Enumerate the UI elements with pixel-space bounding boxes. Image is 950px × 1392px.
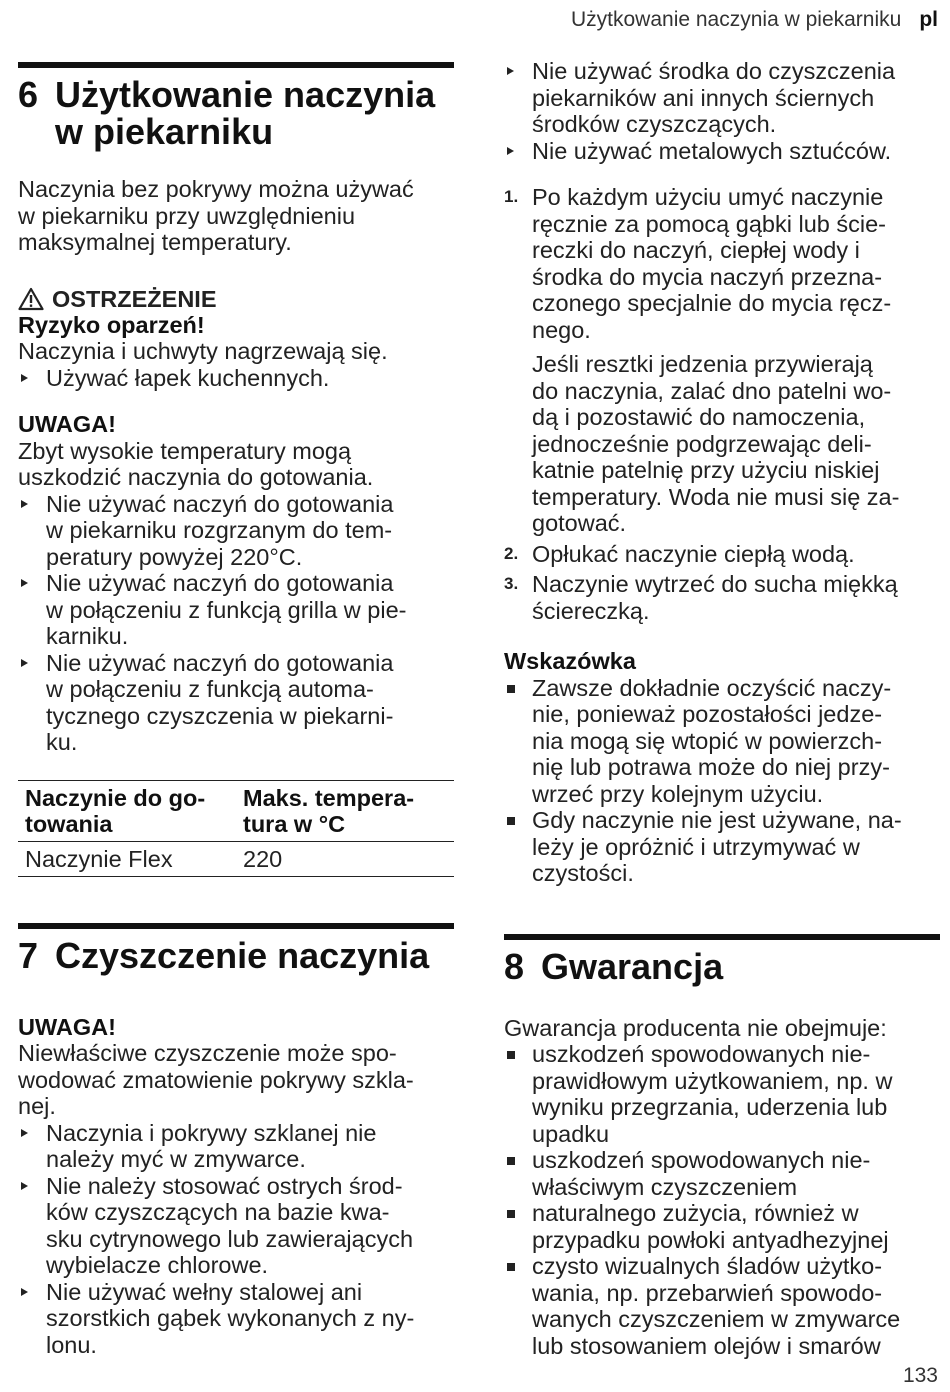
text-line: leży je opróżnić i utrzymywać w: [532, 833, 860, 860]
step-item: [504, 571, 940, 624]
list-item: [18, 1120, 454, 1173]
step-extra-text: [532, 351, 899, 537]
step-text: [532, 541, 855, 568]
triangle-bullet-icon: [18, 1120, 46, 1173]
text-line: ściereczką.: [532, 597, 650, 624]
step-extra-item: [504, 351, 940, 537]
table-header-cell: [18, 780, 236, 841]
list-item-text: [46, 1279, 414, 1359]
text-line: reczki do naczyń, ciepłej wody i: [532, 237, 860, 263]
text-line: Używać łapek kuchennych.: [46, 364, 330, 391]
section-6-notice-text: [18, 438, 454, 491]
list-item: [18, 570, 454, 650]
triangle-bullet-icon: [18, 570, 46, 650]
text-line: uszkodzeń spowodowanych nie-: [532, 1041, 871, 1067]
text-line: sku cytrynowego lub zawierających: [46, 1225, 414, 1252]
square-bullet-icon: [504, 1253, 532, 1359]
warning-label: OSTRZEŻENIE: [52, 285, 217, 312]
text-line: lonu.: [46, 1331, 97, 1358]
text-line: upadku: [532, 1120, 610, 1147]
text-line: Nie używać naczyń do gotowania: [46, 570, 394, 596]
text-line: Nie używać metalowych sztućców.: [532, 137, 892, 164]
text-line: dą i pozostawić do namoczenia,: [532, 404, 866, 430]
square-bullet-icon: [504, 1147, 532, 1200]
text-line: w piekarniku rozgrzanym do tem-: [46, 517, 393, 543]
text-line: Nie używać naczyń do gotowania: [46, 490, 394, 517]
text-line: Naczynie do go-: [25, 784, 206, 811]
text-line: w połączeniu z funkcją grilla w pie-: [46, 596, 407, 623]
list-item: [18, 365, 454, 392]
section-7-notice-list: [18, 1120, 454, 1359]
section-7-heading: [18, 934, 454, 976]
section-6-title-line2: w piekarniku: [55, 111, 274, 152]
text-line: peratury powyżej 220°C.: [46, 543, 303, 570]
section-6-notice-label: UWAGA!: [18, 411, 116, 437]
text-line: karniku.: [46, 623, 129, 649]
text-line: wania, np. przebarwień spowodo-: [532, 1279, 883, 1306]
section-6-heading: [18, 76, 454, 150]
square-bullet-icon: [504, 675, 532, 808]
warning-list: [18, 365, 454, 392]
triangle-bullet-icon: [18, 1279, 46, 1359]
section-6-number: 6: [18, 74, 39, 115]
text-line: uszkodzeń spowodowanych nie-: [532, 1147, 871, 1173]
text-line: nię lub potrawa może do niej przy-: [532, 754, 890, 780]
text-line: Nie należy stosować ostrych środ-: [46, 1172, 403, 1199]
text-line: Naczynia i pokrywy szklanej nie: [46, 1119, 377, 1146]
list-item-text: [532, 1200, 889, 1253]
section-8-rule: [504, 934, 940, 940]
section-7-rule: [18, 923, 454, 929]
list-item-text: [532, 1253, 900, 1359]
text-line: ku.: [46, 729, 78, 755]
step-number: 2.: [504, 543, 519, 563]
section-7-number: 7: [18, 934, 39, 976]
temperature-table: [18, 780, 454, 877]
text-line: czystości.: [532, 860, 634, 886]
section-7-notice-list-continued: [504, 58, 940, 164]
text-line: w piekarniku przy uwzględnieniu: [18, 202, 356, 229]
section-6-notice-list: [18, 491, 454, 756]
section-6-title-line1: Użytkowanie naczynia: [55, 74, 436, 115]
text-line: ręcznie za pomocą gąbki lub ście-: [532, 210, 886, 237]
table-header-row: [18, 780, 454, 841]
step-extra-indent: [504, 351, 532, 537]
text-line: wrzeć przy kolejnym użyciu.: [532, 780, 824, 807]
list-item: [504, 1041, 940, 1147]
text-line: jednocześnie podgrzewając deli-: [532, 430, 872, 457]
step-text: [532, 184, 891, 343]
table-header-cell: [236, 780, 454, 841]
step-number: 1.: [504, 187, 519, 206]
list-item: [504, 1200, 940, 1253]
warranty-exclusion-list: [504, 1041, 940, 1359]
text-line: środków czyszczących.: [532, 111, 777, 137]
text-line: nie, ponieważ pozostałości jedze-: [532, 701, 883, 727]
section-8-title: Gwarancja: [541, 945, 724, 987]
page-number: 133: [902, 1364, 938, 1387]
section-7-notice-label: UWAGA!: [18, 1013, 116, 1040]
list-item-text: [532, 58, 895, 138]
section-8-heading: [504, 945, 940, 987]
triangle-bullet-icon: [18, 491, 46, 571]
text-line: szorstkich gąbek wykonanych z ny-: [46, 1305, 415, 1331]
list-item-text: [532, 1041, 892, 1147]
cleaning-steps: [504, 184, 940, 624]
text-line: lub stosowaniem olejów i smarów: [532, 1332, 881, 1359]
list-item: [18, 1279, 454, 1359]
text-line: Opłukać naczynie ciepłą wodą.: [532, 540, 855, 567]
text-line: wodować zmatowienie pokrywy szkla-: [18, 1066, 414, 1093]
list-item-text: [532, 807, 902, 887]
list-item-text: [46, 1120, 376, 1173]
section-8-intro: Gwarancja producenta nie obejmuje:: [504, 1014, 887, 1041]
text-line: nia mogą się wtopić w powierzch-: [532, 727, 883, 754]
text-line: Maks. tempera-: [243, 784, 415, 811]
text-line: piekarników ani innych ściernych: [532, 84, 875, 111]
warning-triangle-icon: [18, 287, 44, 311]
text-line: Naczynie wytrzeć do sucha miękką: [532, 571, 898, 597]
text-line: Gdy naczynie nie jest używane, na-: [532, 807, 902, 833]
text-line: czonego specjalnie do mycia ręcz-: [532, 290, 892, 316]
step-text: [532, 571, 898, 624]
triangle-bullet-icon: [504, 58, 532, 138]
list-item: [18, 491, 454, 571]
text-line: w połączeniu z funkcją automa-: [46, 676, 374, 702]
text-line: Nie używać naczyń do gotowania: [46, 649, 394, 676]
list-item-text: [46, 570, 407, 650]
list-item: [504, 807, 940, 887]
list-item-text: [46, 491, 393, 571]
text-line: Po każdym użyciu umyć naczynie: [532, 184, 884, 210]
text-line: uszkodzić naczynia do gotowania.: [18, 464, 374, 490]
list-item: [504, 675, 940, 808]
list-item: [504, 138, 940, 165]
section-6-intro: [18, 176, 454, 256]
list-item-text: [532, 1147, 870, 1200]
text-line: prawidłowym użytkowaniem, np. w: [532, 1067, 893, 1094]
section-7-title: Czyszczenie naczynia: [55, 934, 430, 976]
table-cell: 220: [243, 845, 283, 872]
list-item: [504, 58, 940, 138]
text-line: do naczynia, zalać dno patelni wo-: [532, 377, 892, 404]
text-line: tycznego czyszczenia w piekarni-: [46, 702, 394, 729]
running-header: [571, 8, 938, 32]
list-item: [18, 1173, 454, 1279]
text-line: wybielacze chlorowe.: [46, 1252, 269, 1278]
section-8-number: 8: [504, 945, 525, 987]
warning-text: Naczynia i uchwyty nagrzewają się.: [18, 338, 388, 364]
text-line: tura w °C: [243, 810, 346, 837]
list-item-text: [532, 675, 891, 808]
triangle-bullet-icon: [18, 1173, 46, 1279]
step-item: [504, 541, 940, 568]
table-cell: Naczynie Flex: [25, 845, 173, 872]
text-line: maksymalnej temperatury.: [18, 229, 292, 255]
text-line: naturalnego zużycia, również w: [532, 1200, 859, 1226]
text-line: wanych czyszczeniem w zmywarce: [532, 1306, 901, 1332]
text-line: Niewłaściwe czyszczenie może spo-: [18, 1040, 397, 1066]
text-line: środka do mycia naczyń przezna-: [532, 263, 883, 290]
square-bullet-icon: [504, 807, 532, 887]
section-7-notice-text: [18, 1040, 454, 1120]
text-line: właściwym czyszczeniem: [532, 1173, 798, 1200]
square-bullet-icon: [504, 1200, 532, 1253]
list-item-text: [46, 1173, 413, 1279]
text-line: wyniku przegrzania, uderzenia lub: [532, 1094, 888, 1120]
text-line: gotować.: [532, 510, 627, 536]
note-list: [504, 675, 940, 887]
text-line: Nie używać wełny stalowej ani: [46, 1278, 363, 1305]
section-6-rule: [18, 62, 454, 68]
right-column: [504, 58, 940, 1359]
text-line: ków czyszczących na bazie kwa-: [46, 1199, 390, 1225]
text-line: przypadku powłoki antyadhezyjnej: [532, 1226, 889, 1253]
text-line: Zbyt wysokie temperatury mogą: [18, 437, 352, 464]
list-item: [18, 650, 454, 756]
list-item-text: [46, 365, 329, 392]
text-line: Naczynia bez pokrywy można używać: [18, 176, 414, 202]
header-language: pl: [919, 8, 938, 31]
section-6-title-wrap: [55, 76, 435, 150]
left-column: [18, 62, 454, 1358]
table-row: [18, 841, 454, 876]
triangle-bullet-icon: [18, 365, 46, 392]
text-line: nego.: [532, 316, 591, 343]
text-line: czysto wizualnych śladów użytko-: [532, 1253, 883, 1279]
text-line: Nie używać środka do czyszczenia: [532, 58, 896, 84]
step-item: [504, 184, 940, 343]
step-number: 3.: [504, 574, 519, 593]
list-item-text: [532, 138, 891, 165]
text-line: Jeśli resztki jedzenia przywierają: [532, 351, 873, 377]
list-item: [504, 1147, 940, 1200]
text-line: katnie patelnię przy użyciu niskiej: [532, 457, 880, 483]
text-line: należy myć w zmywarce.: [46, 1146, 306, 1172]
triangle-bullet-icon: [504, 138, 532, 165]
text-line: towania: [25, 810, 113, 837]
header-title: Użytkowanie naczynia w piekarniku: [571, 8, 902, 31]
text-line: temperatury. Woda nie musi się za-: [532, 483, 900, 510]
note-label: Wskazówka: [504, 648, 636, 674]
list-item: [504, 1253, 940, 1359]
square-bullet-icon: [504, 1041, 532, 1147]
triangle-bullet-icon: [18, 650, 46, 756]
text-line: nej.: [18, 1093, 56, 1119]
warning-heading: [18, 286, 454, 312]
warning-title: Ryzyko oparzeń!: [18, 311, 205, 338]
list-item-text: [46, 650, 393, 756]
text-line: Zawsze dokładnie oczyścić naczy-: [532, 674, 892, 701]
